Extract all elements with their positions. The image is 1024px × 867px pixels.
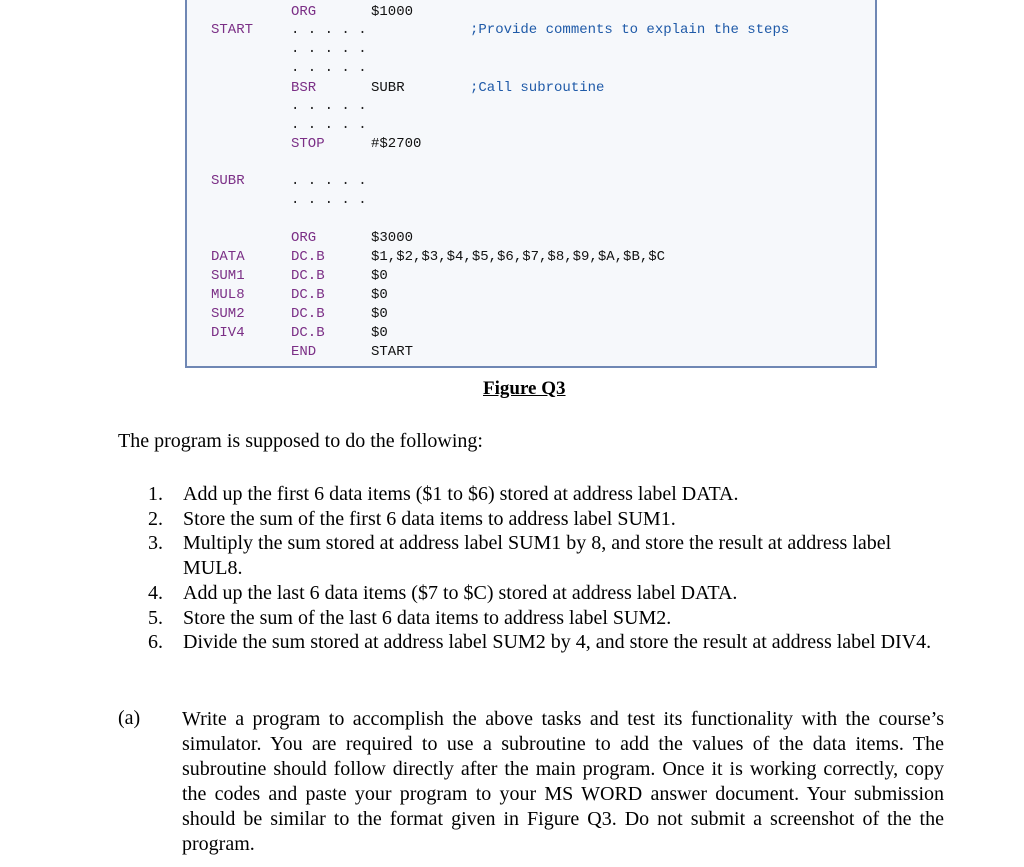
- code-line: [187, 98, 875, 116]
- code-operand: $0: [371, 268, 388, 284]
- code-line: [187, 287, 875, 305]
- code-opcode: STOP: [291, 136, 325, 152]
- list-item: [148, 581, 948, 606]
- part-a-text: Write a program to accomplish the above tasks and test its functionality with the course’s simulator. You are required to use a subroutine to add the values of the data items. The subroutine should follow directly after the main program. Once it is working correctly, copy the codes and paste your program to your MS WORD answer document. Your submission should be similar to the format given in Figure Q3. Do not submit a screenshot of the the program.: [182, 708, 944, 855]
- code-label: SUM2: [211, 306, 245, 322]
- code-operand: SUBR: [371, 80, 405, 96]
- list-number: 2.: [148, 507, 163, 530]
- list-item-text: Divide the sum stored at address label SUM2 by 4, and store the result at address label DIV4.: [183, 631, 932, 653]
- code-line: [187, 306, 875, 324]
- code-operand: $3000: [371, 230, 414, 246]
- task-list: [148, 482, 948, 655]
- code-opcode: DC.B: [291, 325, 325, 341]
- code-label: SUBR: [211, 173, 245, 189]
- code-opcode: . . . . .: [291, 22, 367, 38]
- intro-text: The program is supposed to do the following:: [118, 430, 483, 452]
- list-item-text: Multiply the sum stored at address label SUM1 by 8, and store the result at address label MUL8.: [183, 532, 892, 579]
- code-operand: $0: [371, 325, 388, 341]
- code-line: [187, 22, 875, 40]
- code-line: [187, 192, 875, 210]
- list-number: 6.: [148, 631, 163, 653]
- code-opcode: . . . . .: [291, 173, 367, 189]
- code-line: [187, 325, 875, 343]
- list-number: 5.: [148, 606, 163, 629]
- list-item-text: Add up the last 6 data items ($7 to $C) stored at address label DATA.: [183, 582, 738, 604]
- code-operand: $0: [371, 306, 388, 322]
- code-comment: ;Provide comments to explain the steps: [470, 22, 790, 38]
- code-line: [187, 249, 875, 267]
- list-number: 4.: [148, 582, 163, 604]
- code-label: DATA: [211, 249, 245, 265]
- code-line: [187, 136, 875, 154]
- code-opcode: . . . . .: [291, 98, 367, 114]
- code-line: [187, 173, 875, 191]
- code-opcode: BSR: [291, 80, 317, 96]
- code-opcode: . . . . .: [291, 192, 367, 208]
- code-label: DIV4: [211, 325, 245, 341]
- code-line: [187, 60, 875, 78]
- list-number: 1.: [148, 483, 163, 505]
- list-item-text: Store the sum of the first 6 data items to address label SUM1.: [183, 507, 676, 530]
- code-listing: [185, 0, 877, 368]
- code-opcode: DC.B: [291, 287, 325, 303]
- list-item: [148, 606, 948, 631]
- code-line: [187, 117, 875, 135]
- code-operand: $1000: [371, 4, 414, 20]
- code-line: [187, 268, 875, 286]
- list-number: 3.: [148, 532, 163, 554]
- list-item-text: Add up the first 6 data items ($1 to $6) stored at address label DATA.: [183, 483, 739, 505]
- code-line: [187, 41, 875, 59]
- list-item: [148, 630, 948, 655]
- code-opcode: DC.B: [291, 268, 325, 284]
- code-operand: START: [371, 344, 414, 360]
- code-label: START: [211, 22, 254, 38]
- code-operand: $0: [371, 287, 388, 303]
- list-item: [148, 482, 948, 507]
- code-opcode: . . . . .: [291, 41, 367, 57]
- code-line: [187, 4, 875, 22]
- code-opcode: ORG: [291, 230, 317, 246]
- code-label: SUM1: [211, 268, 245, 284]
- list-item: [148, 507, 948, 532]
- code-line: [187, 230, 875, 248]
- code-opcode: DC.B: [291, 249, 325, 265]
- code-opcode: ORG: [291, 4, 317, 20]
- code-opcode: DC.B: [291, 306, 325, 322]
- code-line: [187, 344, 875, 362]
- code-comment: ;Call subroutine: [470, 80, 605, 96]
- code-opcode: . . . . .: [291, 60, 367, 76]
- code-opcode: . . . . .: [291, 117, 367, 133]
- code-line: [187, 80, 875, 98]
- code-opcode: END: [291, 344, 317, 360]
- code-operand: #$2700: [371, 136, 422, 152]
- code-operand: $1,$2,$3,$4,$5,$6,$7,$8,$9,$A,$B,$C: [371, 249, 666, 265]
- figure-caption: Figure Q3: [483, 378, 566, 399]
- part-a-label: (a): [118, 707, 141, 729]
- list-item: [148, 531, 948, 580]
- list-item-text: Store the sum of the last 6 data items to address label SUM2.: [183, 606, 672, 629]
- code-label: MUL8: [211, 287, 245, 303]
